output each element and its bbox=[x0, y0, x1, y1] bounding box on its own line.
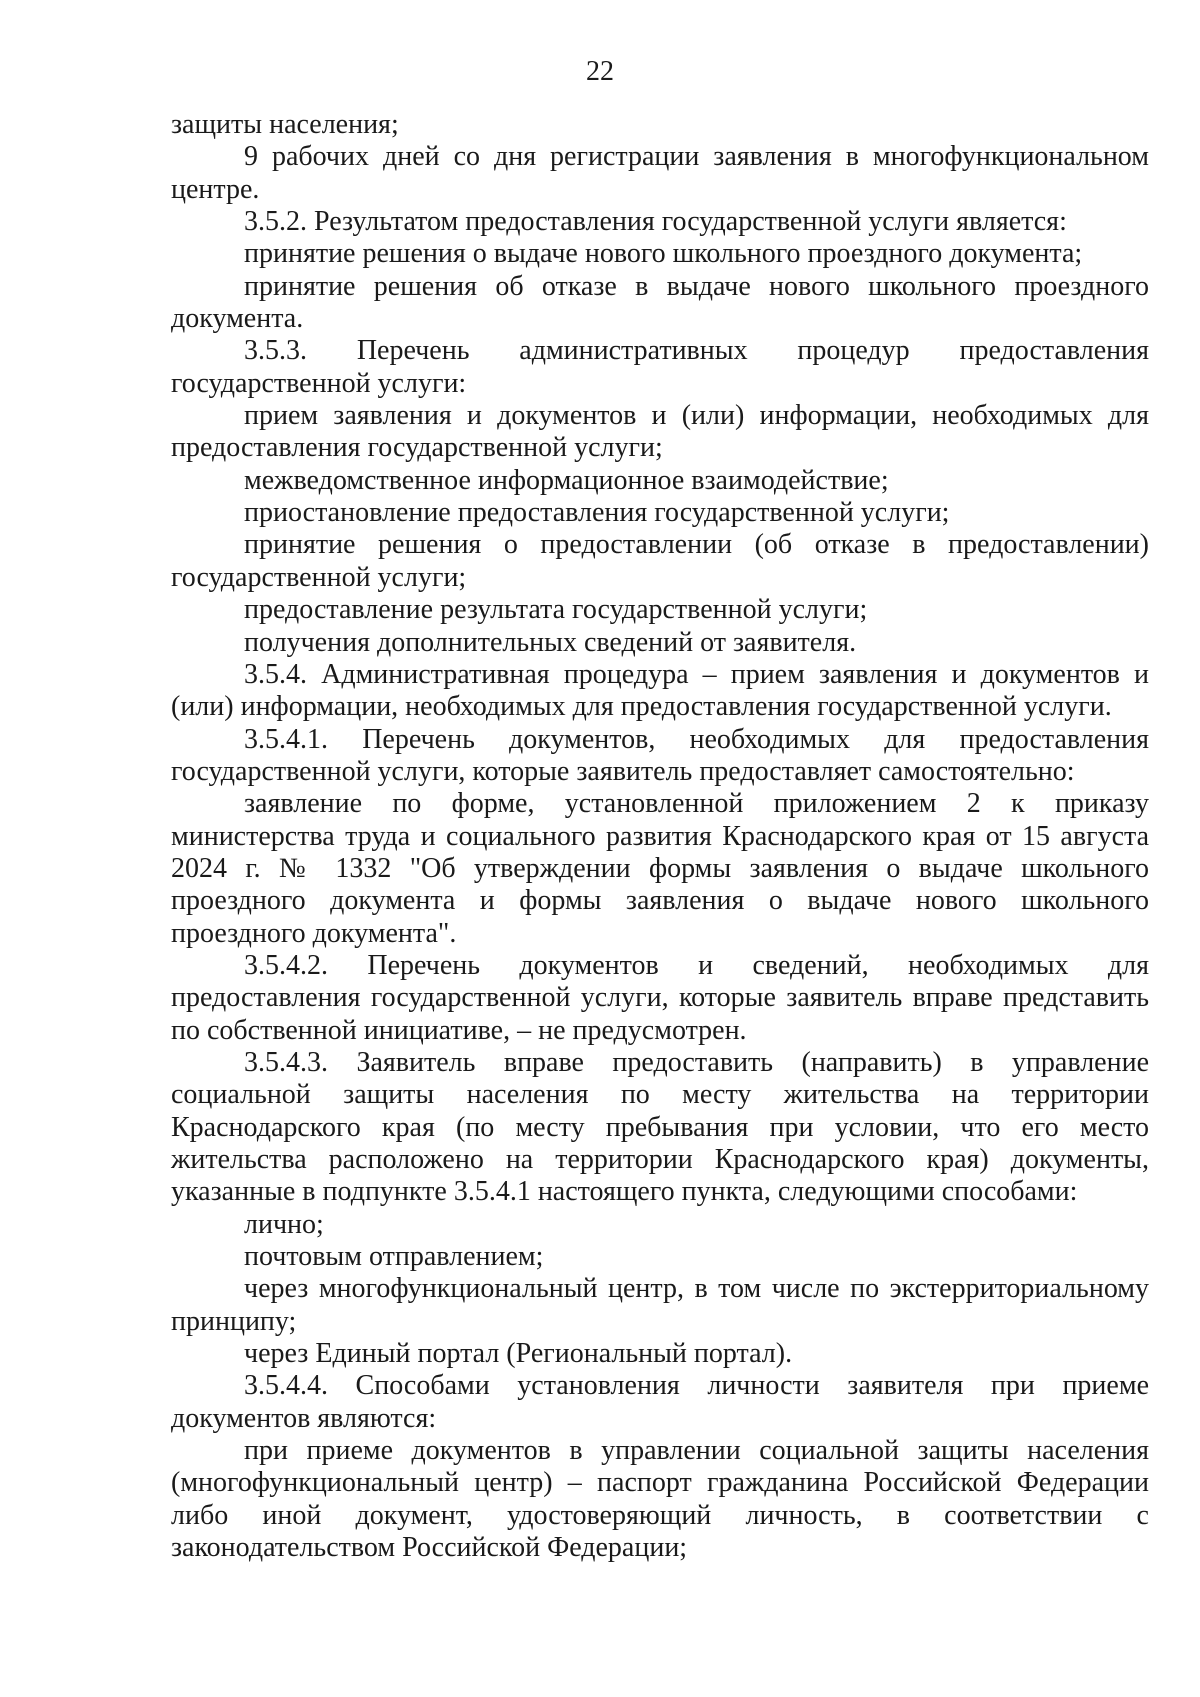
paragraph: прием заявления и документов и (или) информации, необходимых для предоставления государственной услуги; bbox=[171, 400, 1149, 464]
paragraph: защиты населения; bbox=[171, 109, 399, 140]
page-number: 22 bbox=[586, 56, 614, 87]
paragraph: принятие решения о выдаче нового школьного проездного документа; bbox=[244, 238, 1083, 270]
paragraph: получения дополнительных сведений от заявителя. bbox=[244, 626, 857, 658]
paragraph: приостановление предоставления государственной услуги; bbox=[244, 497, 950, 529]
paragraph: 3.5.4.2. Перечень документов и сведений, необходимых для предоставления государственной услуги, которые заявитель вправе представить по собственной инициативе, – не предусмотрен. bbox=[171, 949, 1149, 1046]
paragraph: через многофункциональный центр, в том числе по экстерриториальному принципу; bbox=[171, 1273, 1149, 1337]
paragraph: межведомственное информационное взаимодействие; bbox=[244, 464, 889, 496]
paragraph: при приеме документов в управлении социальной защиты населения (многофункциональный центр) – паспорт гражданина Российской Федерации либо иной документ, удостоверяющий личность, в соответствии с законодательством Российской Федерации; bbox=[171, 1435, 1149, 1564]
paragraph: 3.5.2. Результатом предоставления государственной услуги является: bbox=[244, 206, 1067, 238]
paragraph: через Единый портал (Региональный портал). bbox=[244, 1338, 793, 1370]
paragraph: принятие решения об отказе в выдаче нового школьного проездного документа. bbox=[171, 270, 1149, 335]
paragraph: 3.5.3. Перечень административных процедур предоставления государственной услуги: bbox=[171, 335, 1149, 399]
paragraph: почтовым отправлением; bbox=[244, 1241, 544, 1273]
paragraph: принятие решения о предоставлении (об отказе в предоставлении) государственной услуги; bbox=[171, 529, 1149, 593]
paragraph: 3.5.4.3. Заявитель вправе предоставить (направить) в управление социальной защиты населения по месту жительства на территории Краснодарского края (по месту пребывания при условии, что его место жительства расположено на территории Краснодарского края) документы, указанные в подпункте 3.5.4.1 настоящего пункта, следующими способами: bbox=[171, 1046, 1149, 1208]
paragraph: заявление по форме, установленной приложением 2 к приказу министерства труда и социального развития Краснодарского края от 15 августа 2024 г. № 1332 "Об утверждении формы заявления о выдаче школьного проездного документа и формы заявления о выдаче нового школьного проездного документа". bbox=[171, 788, 1149, 949]
paragraph: предоставление результата государственной услуги; bbox=[244, 594, 868, 626]
paragraph: 3.5.4. Административная процедура – прием заявления и документов и (или) информации, необходимых для предоставления государственной услуги. bbox=[171, 658, 1149, 723]
paragraph: лично; bbox=[244, 1208, 324, 1240]
document-body bbox=[171, 109, 1149, 1564]
paragraph: 9 рабочих дней со дня регистрации заявления в многофункциональном центре. bbox=[171, 141, 1149, 205]
paragraph: 3.5.4.4. Способами установления личности заявителя при приеме документов являются: bbox=[171, 1370, 1149, 1434]
paragraph: 3.5.4.1. Перечень документов, необходимых для предоставления государственной услуги, которые заявитель предоставляет самостоятельно: bbox=[171, 723, 1149, 787]
